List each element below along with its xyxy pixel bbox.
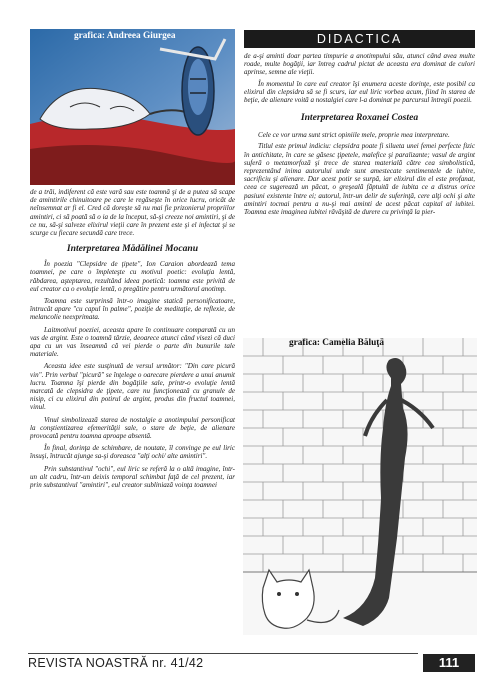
paragraph: În final, dorinţa de schimbare, de noutate, îl convinge pe eul liric însuşi, întrucât ajunge sa-şi doreasca "alţi ochi/ alte amintiri". bbox=[30, 444, 235, 461]
paragraph: Aceasta idee este susţinută de versul următor: "Din care picură vin". Prin verbul "picură" se înţelege o oarecare pierdere a unui anumit lucru. Toamna îşi pierde din bogăţiile sale, printr-o evoluţie lentă marcată de clepsidra de ţipete, care nu funcţionează cu granule de nisip, ci cu elixirul din potirul de argint, produs din fructul toamnei, vinul. bbox=[30, 362, 235, 412]
section-header: DIDACTICA bbox=[244, 30, 475, 48]
paragraph: Laitmotivul poeziei, aceasta apare în continuare comparată cu un vas de argint. Este o toamnă târzie, deoarece atunci când visezi că duci apa cu un vas înseamnă că vei pierde o parte din bunurile tale materiale. bbox=[30, 325, 235, 359]
paragraph: Vinul simbolizează starea de nostalgie a anotimpului personificat la conştientizarea efemerităţii sale, o stare de beţie, de alienare provocată pentru toamna aproape absentă. bbox=[30, 415, 235, 441]
section-heading: Interpretarea Roxanei Costea bbox=[300, 112, 419, 124]
illustration-sleeping-figure bbox=[30, 29, 235, 185]
paragraph: Prin substantivul "ochi", eul liric se referă la o altă imagine, într-un alt cadru, într-un deixis temporal schimbat faţă de cel prezent, iar prin substantivul "amintiri", eul creator subliniază voinţa toamnei bbox=[30, 464, 235, 490]
paragraph: Cele ce vor urma sunt strict opiniile mele, proprie mea interpretare. bbox=[258, 131, 450, 140]
illustration-credit: grafica: Camelia Băluţă bbox=[289, 338, 385, 348]
page-number: 111 bbox=[423, 654, 475, 672]
left-column bbox=[30, 188, 235, 489]
paragraph: de a-şi aminti doar partea timpurie a anotimpului său, atunci când avea multe roade, multe bogăţii, iar întreg cadrul pictat de aceasta era dominat de culori aprinse, semne ale vieţii. bbox=[244, 52, 475, 77]
painting-image bbox=[30, 29, 235, 185]
paragraph: Toamna este surprinsă într-o imagine statică personificatoare, întrucât apare "cu capul în palme", poziţie de meditaţie, de reflexie, de melancolie neexprimata. bbox=[30, 297, 235, 322]
paragraph: În poezia "Clepsidre de ţipete", Ion Caraion abordează tema toamnei, pe care o împleteşte cu motivul poetic: evoluţia lentă, răbdarea, aşteptarea, rezultând ideea poetică: toamna este privită de eul creator ca o evoluţie lentă, o pregătire pentru următorul anotimp. bbox=[30, 260, 235, 293]
magazine-footer: REVISTA NOASTRĂ nr. 41/42 bbox=[28, 656, 204, 670]
paragraph: de a trăi, indiferent că este vară sau este toamnă şi de a putea să scape de amintirile chinuitoare pe care le regăseşte în orice lucru, oricât de neînsemnat ar fi el. Cred că doreşte să nu mai fie prizonierul propriilor amintiri, ci să poată să o ia de la început, să-şi creeze noi amintiri, şi de ce nu, să-şi salveze elixirul vieţii care în prezent este şi el infectat şi se scurge cu fiecare secundă care trece. bbox=[30, 188, 235, 238]
right-column bbox=[244, 52, 475, 216]
paragraph: Titlul este primul indiciu: clepsidra poate fi silueta unei femei perfecte fizic în antichitate, în care se găsesc ţipetele, malefice şi paralizante; vasul de argint suferă o metamorfoză şi trece de starea materială către cea simbolistică, reprezentând inima autorului unde sunt amestecate sentimentele de iubire, sacrificiu şi alienare. Dar acest potir se surpă, iar elixirul din el este profanat, ceea ce sugerează un păcat, o greşeală făptuită de iubita ce a distrus orice pasiuni existente între ei; autorul, într-un delir de suferinţă, cere alţi ochi şi alte amintiri tocmai pentru a nu-şi mai aminti de acest păcat capital al iubitei. Toamna este imaginea iubitei răvăşită de durere cu privinţă la pier- bbox=[244, 142, 475, 217]
paragraph: În momentul în care eul creator îşi enumera aceste dorinţe, este posibil ca elixirul din clepsidra să se fi scurs, iar eul liric vorbea acum, fiind în starea de beţie, de alienare voită a nostalgiei care l-a dominat pe parcursul întregii poezii. bbox=[244, 79, 475, 105]
footer-divider bbox=[28, 653, 418, 654]
drawing-image bbox=[243, 338, 477, 635]
illustration-credit: grafica: Andreea Giurgea bbox=[74, 31, 176, 41]
illustration-cat-shadow bbox=[243, 338, 477, 635]
section-heading: Interpretarea Mădălinei Mocanu bbox=[66, 243, 199, 255]
